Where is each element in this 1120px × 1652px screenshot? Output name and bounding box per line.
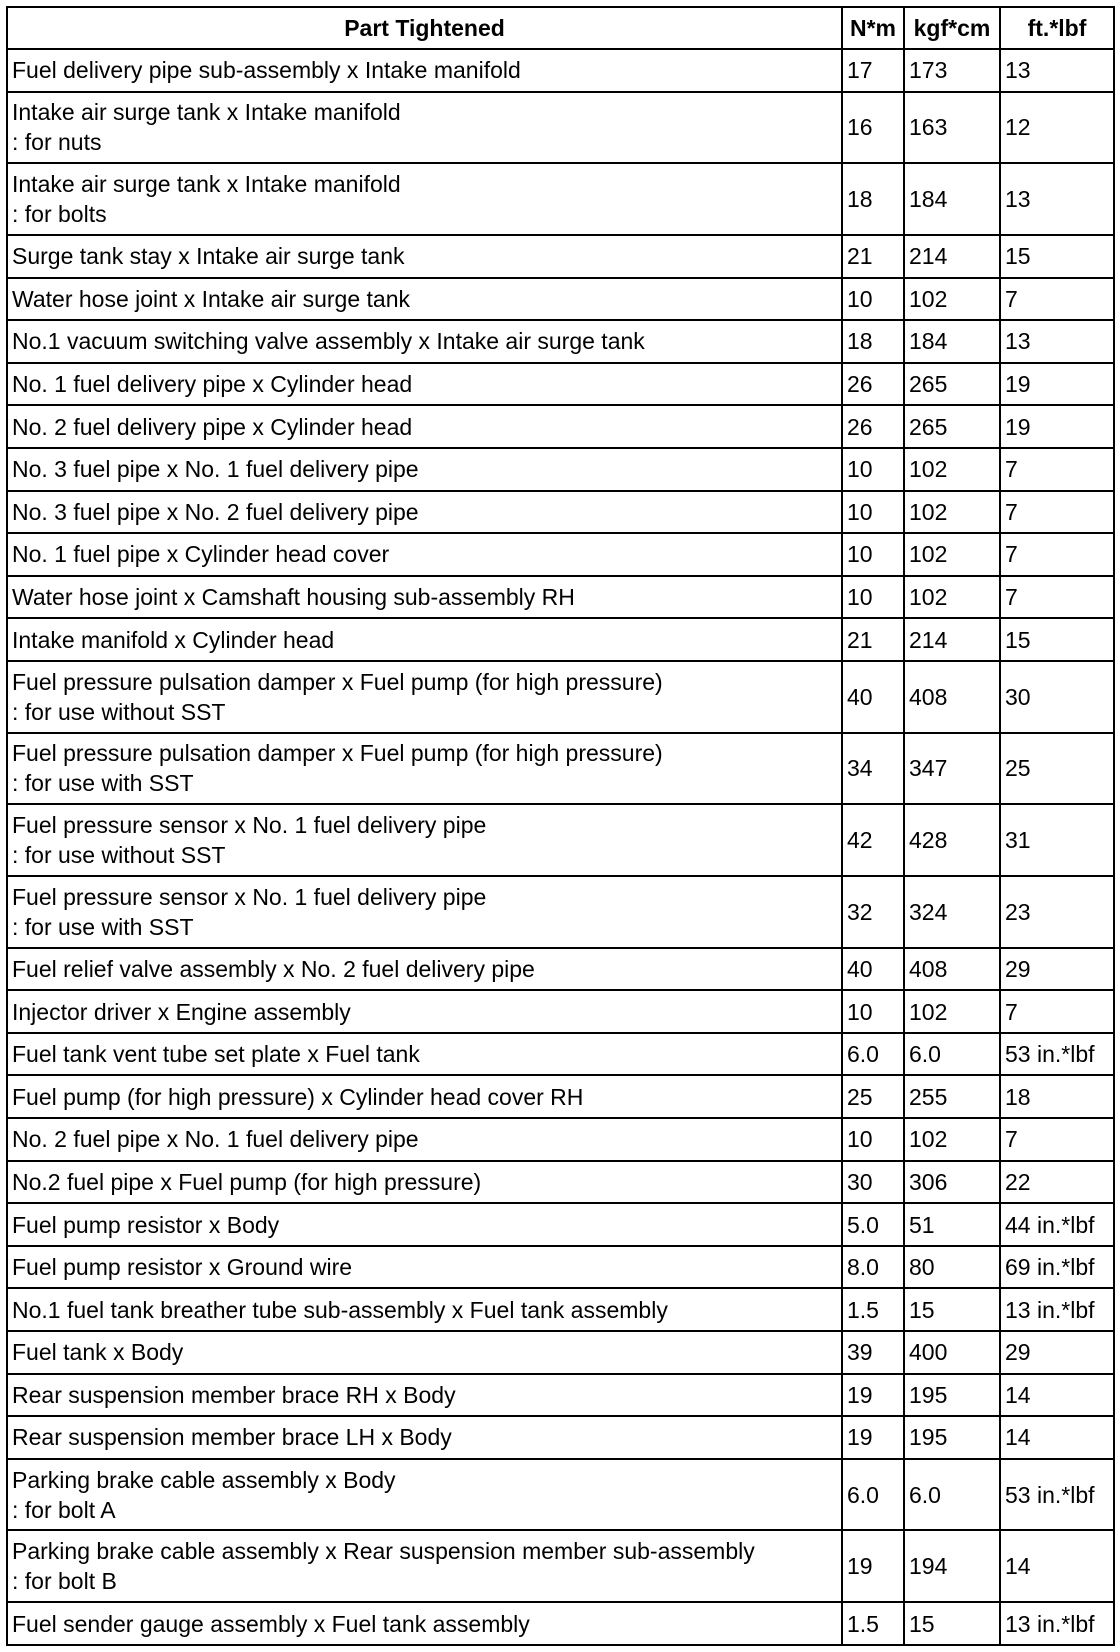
ft-lbf-value: 69 in.*lbf: [1000, 1246, 1114, 1289]
part-name: Water hose joint x Camshaft housing sub-assembly RH: [12, 584, 575, 611]
table-row: [7, 576, 1114, 619]
kgf-cm-value: 102: [904, 533, 1000, 576]
part-name: Intake manifold x Cylinder head: [12, 626, 335, 653]
part-cell: [7, 661, 842, 733]
table-row: [7, 733, 1114, 805]
table-row: [7, 618, 1114, 661]
part-name: Fuel pressure pulsation damper x Fuel pump (for high pressure): [12, 668, 663, 695]
nm-value: 10: [842, 533, 904, 576]
table-row: [7, 876, 1114, 948]
ft-lbf-value: 7: [1000, 1118, 1114, 1161]
ft-lbf-value: 19: [1000, 363, 1114, 406]
part-name: Intake air surge tank x Intake manifold: [12, 171, 401, 198]
part-name: Fuel pressure sensor x No. 1 fuel delivery pipe: [12, 812, 487, 839]
ft-lbf-value: 7: [1000, 491, 1114, 534]
table-row: [7, 163, 1114, 235]
table-row: [7, 1246, 1114, 1289]
ft-lbf-value: 14: [1000, 1374, 1114, 1417]
nm-value: 40: [842, 661, 904, 733]
ft-lbf-value: 7: [1000, 990, 1114, 1033]
ft-lbf-value: 23: [1000, 876, 1114, 948]
part-name: Fuel pump resistor x Body: [12, 1211, 280, 1238]
table-row: [7, 1075, 1114, 1118]
nm-value: 10: [842, 1118, 904, 1161]
part-name: No. 3 fuel pipe x No. 1 fuel delivery pipe: [12, 456, 419, 483]
part-cell: [7, 1203, 842, 1246]
ft-lbf-value: 25: [1000, 733, 1114, 805]
part-cell: [7, 533, 842, 576]
table-row: [7, 1416, 1114, 1459]
table-row: [7, 1161, 1114, 1204]
kgf-cm-value: 214: [904, 235, 1000, 278]
nm-value: 10: [842, 448, 904, 491]
part-cell: [7, 804, 842, 876]
part-name: No. 1 fuel delivery pipe x Cylinder head: [12, 371, 413, 398]
table-row: [7, 948, 1114, 991]
table-row: [7, 363, 1114, 406]
nm-value: 8.0: [842, 1246, 904, 1289]
nm-value: 21: [842, 618, 904, 661]
header-part-tightened: Part Tightened: [7, 7, 842, 49]
kgf-cm-value: 184: [904, 163, 1000, 235]
table-row: [7, 1033, 1114, 1076]
kgf-cm-value: 102: [904, 990, 1000, 1033]
ft-lbf-value: 13 in.*lbf: [1000, 1288, 1114, 1331]
nm-value: 26: [842, 405, 904, 448]
part-name: Fuel relief valve assembly x No. 2 fuel delivery pipe: [12, 955, 535, 982]
ft-lbf-value: 30: [1000, 661, 1114, 733]
nm-value: 30: [842, 1161, 904, 1204]
part-cell: [7, 1288, 842, 1331]
part-cell: [7, 1246, 842, 1289]
header-ft-lbf: ft.*lbf: [1000, 7, 1114, 49]
part-cell: [7, 618, 842, 661]
table-row: [7, 990, 1114, 1033]
ft-lbf-value: 19: [1000, 405, 1114, 448]
kgf-cm-value: 400: [904, 1331, 1000, 1374]
nm-value: 18: [842, 320, 904, 363]
ft-lbf-value: 44 in.*lbf: [1000, 1203, 1114, 1246]
part-cell: [7, 235, 842, 278]
nm-value: 19: [842, 1530, 904, 1602]
part-cell: [7, 733, 842, 805]
nm-value: 5.0: [842, 1203, 904, 1246]
ft-lbf-value: 15: [1000, 235, 1114, 278]
table-row: [7, 1374, 1114, 1417]
part-name: Water hose joint x Intake air surge tank: [12, 285, 411, 312]
kgf-cm-value: 306: [904, 1161, 1000, 1204]
nm-value: 40: [842, 948, 904, 991]
ft-lbf-value: 15: [1000, 618, 1114, 661]
ft-lbf-value: 22: [1000, 1161, 1114, 1204]
nm-value: 10: [842, 491, 904, 534]
kgf-cm-value: 6.0: [904, 1033, 1000, 1076]
part-note: : for use without SST: [12, 842, 226, 869]
nm-value: 19: [842, 1374, 904, 1417]
part-note: : for use with SST: [12, 913, 194, 940]
part-name: Parking brake cable assembly x Body: [12, 1466, 396, 1493]
part-cell: [7, 92, 842, 164]
nm-value: 6.0: [842, 1459, 904, 1531]
nm-value: 6.0: [842, 1033, 904, 1076]
kgf-cm-value: 102: [904, 278, 1000, 321]
table-header-row: [7, 7, 1114, 49]
ft-lbf-value: 12: [1000, 92, 1114, 164]
table-row: [7, 235, 1114, 278]
ft-lbf-value: 14: [1000, 1416, 1114, 1459]
nm-value: 21: [842, 235, 904, 278]
table-row: [7, 1288, 1114, 1331]
ft-lbf-value: 13: [1000, 163, 1114, 235]
ft-lbf-value: 13: [1000, 320, 1114, 363]
kgf-cm-value: 51: [904, 1203, 1000, 1246]
ft-lbf-value: 7: [1000, 278, 1114, 321]
part-cell: [7, 1033, 842, 1076]
part-name: Rear suspension member brace RH x Body: [12, 1381, 456, 1408]
nm-value: 26: [842, 363, 904, 406]
kgf-cm-value: 408: [904, 661, 1000, 733]
nm-value: 42: [842, 804, 904, 876]
part-name: Fuel pump (for high pressure) x Cylinder head cover RH: [12, 1083, 584, 1110]
part-name: Fuel delivery pipe sub-assembly x Intake manifold: [12, 57, 521, 84]
kgf-cm-value: 102: [904, 491, 1000, 534]
ft-lbf-value: 29: [1000, 1331, 1114, 1374]
part-name: No. 3 fuel pipe x No. 2 fuel delivery pipe: [12, 498, 419, 525]
part-name: Surge tank stay x Intake air surge tank: [12, 243, 405, 270]
part-cell: [7, 163, 842, 235]
header-nm: N*m: [842, 7, 904, 49]
table-row: [7, 661, 1114, 733]
table-row: [7, 278, 1114, 321]
kgf-cm-value: 408: [904, 948, 1000, 991]
table-body: [7, 49, 1114, 1645]
part-name: Injector driver x Engine assembly: [12, 998, 351, 1025]
part-name: Fuel pump resistor x Ground wire: [12, 1254, 353, 1281]
part-name: Parking brake cable assembly x Rear suspension member sub-assembly: [12, 1538, 755, 1565]
part-cell: [7, 491, 842, 534]
kgf-cm-value: 265: [904, 405, 1000, 448]
kgf-cm-value: 255: [904, 1075, 1000, 1118]
table-row: [7, 1118, 1114, 1161]
kgf-cm-value: 195: [904, 1416, 1000, 1459]
part-name: Intake air surge tank x Intake manifold: [12, 99, 401, 126]
part-cell: [7, 405, 842, 448]
part-cell: [7, 576, 842, 619]
part-cell: [7, 1602, 842, 1645]
ft-lbf-value: 31: [1000, 804, 1114, 876]
part-cell: [7, 948, 842, 991]
table-row: [7, 448, 1114, 491]
kgf-cm-value: 163: [904, 92, 1000, 164]
part-cell: [7, 278, 842, 321]
kgf-cm-value: 195: [904, 1374, 1000, 1417]
part-name: Fuel tank vent tube set plate x Fuel tank: [12, 1041, 420, 1068]
table-row: [7, 49, 1114, 92]
table-row: [7, 1203, 1114, 1246]
kgf-cm-value: 347: [904, 733, 1000, 805]
part-cell: [7, 448, 842, 491]
ft-lbf-value: 29: [1000, 948, 1114, 991]
part-note: : for bolt A: [12, 1496, 116, 1523]
part-name: No. 2 fuel delivery pipe x Cylinder head: [12, 413, 413, 440]
ft-lbf-value: 53 in.*lbf: [1000, 1459, 1114, 1531]
nm-value: 17: [842, 49, 904, 92]
nm-value: 34: [842, 733, 904, 805]
part-note: : for bolts: [12, 201, 107, 228]
part-name: No. 2 fuel pipe x No. 1 fuel delivery pipe: [12, 1126, 419, 1153]
torque-spec-table: [6, 6, 1115, 1646]
table-row: [7, 1530, 1114, 1602]
kgf-cm-value: 324: [904, 876, 1000, 948]
kgf-cm-value: 428: [904, 804, 1000, 876]
nm-value: 1.5: [842, 1602, 904, 1645]
part-cell: [7, 363, 842, 406]
part-cell: [7, 1374, 842, 1417]
part-note: : for use with SST: [12, 770, 194, 797]
ft-lbf-value: 13: [1000, 49, 1114, 92]
kgf-cm-value: 80: [904, 1246, 1000, 1289]
kgf-cm-value: 184: [904, 320, 1000, 363]
nm-value: 39: [842, 1331, 904, 1374]
kgf-cm-value: 102: [904, 1118, 1000, 1161]
table-row: [7, 1459, 1114, 1531]
kgf-cm-value: 102: [904, 448, 1000, 491]
part-cell: [7, 1459, 842, 1531]
part-name: No.2 fuel pipe x Fuel pump (for high pressure): [12, 1168, 482, 1195]
kgf-cm-value: 102: [904, 576, 1000, 619]
ft-lbf-value: 14: [1000, 1530, 1114, 1602]
nm-value: 32: [842, 876, 904, 948]
table-row: [7, 1602, 1114, 1645]
nm-value: 25: [842, 1075, 904, 1118]
part-note: : for nuts: [12, 129, 102, 156]
part-note: : for bolt B: [12, 1568, 117, 1595]
part-name: Fuel sender gauge assembly x Fuel tank assembly: [12, 1610, 530, 1637]
kgf-cm-value: 15: [904, 1288, 1000, 1331]
part-cell: [7, 49, 842, 92]
table-row: [7, 320, 1114, 363]
part-name: Fuel tank x Body: [12, 1339, 184, 1366]
ft-lbf-value: 7: [1000, 576, 1114, 619]
ft-lbf-value: 18: [1000, 1075, 1114, 1118]
nm-value: 18: [842, 163, 904, 235]
part-name: Fuel pressure pulsation damper x Fuel pump (for high pressure): [12, 740, 663, 767]
kgf-cm-value: 6.0: [904, 1459, 1000, 1531]
part-cell: [7, 1161, 842, 1204]
part-cell: [7, 990, 842, 1033]
table-row: [7, 1331, 1114, 1374]
kgf-cm-value: 194: [904, 1530, 1000, 1602]
table-row: [7, 533, 1114, 576]
kgf-cm-value: 265: [904, 363, 1000, 406]
table-row: [7, 491, 1114, 534]
nm-value: 16: [842, 92, 904, 164]
part-name: No.1 vacuum switching valve assembly x Intake air surge tank: [12, 328, 645, 355]
ft-lbf-value: 13 in.*lbf: [1000, 1602, 1114, 1645]
part-cell: [7, 1331, 842, 1374]
part-name: No.1 fuel tank breather tube sub-assembly x Fuel tank assembly: [12, 1296, 668, 1323]
part-cell: [7, 1075, 842, 1118]
nm-value: 10: [842, 576, 904, 619]
ft-lbf-value: 53 in.*lbf: [1000, 1033, 1114, 1076]
ft-lbf-value: 7: [1000, 448, 1114, 491]
ft-lbf-value: 7: [1000, 533, 1114, 576]
part-name: Fuel pressure sensor x No. 1 fuel delivery pipe: [12, 883, 487, 910]
nm-value: 1.5: [842, 1288, 904, 1331]
nm-value: 19: [842, 1416, 904, 1459]
table-row: [7, 92, 1114, 164]
table-row: [7, 405, 1114, 448]
part-name: No. 1 fuel pipe x Cylinder head cover: [12, 541, 390, 568]
part-note: : for use without SST: [12, 698, 226, 725]
table-row: [7, 804, 1114, 876]
nm-value: 10: [842, 278, 904, 321]
part-name: Rear suspension member brace LH x Body: [12, 1424, 452, 1451]
part-cell: [7, 320, 842, 363]
part-cell: [7, 1118, 842, 1161]
part-cell: [7, 1530, 842, 1602]
kgf-cm-value: 15: [904, 1602, 1000, 1645]
kgf-cm-value: 173: [904, 49, 1000, 92]
kgf-cm-value: 214: [904, 618, 1000, 661]
header-kgf-cm: kgf*cm: [904, 7, 1000, 49]
nm-value: 10: [842, 990, 904, 1033]
part-cell: [7, 1416, 842, 1459]
part-cell: [7, 876, 842, 948]
